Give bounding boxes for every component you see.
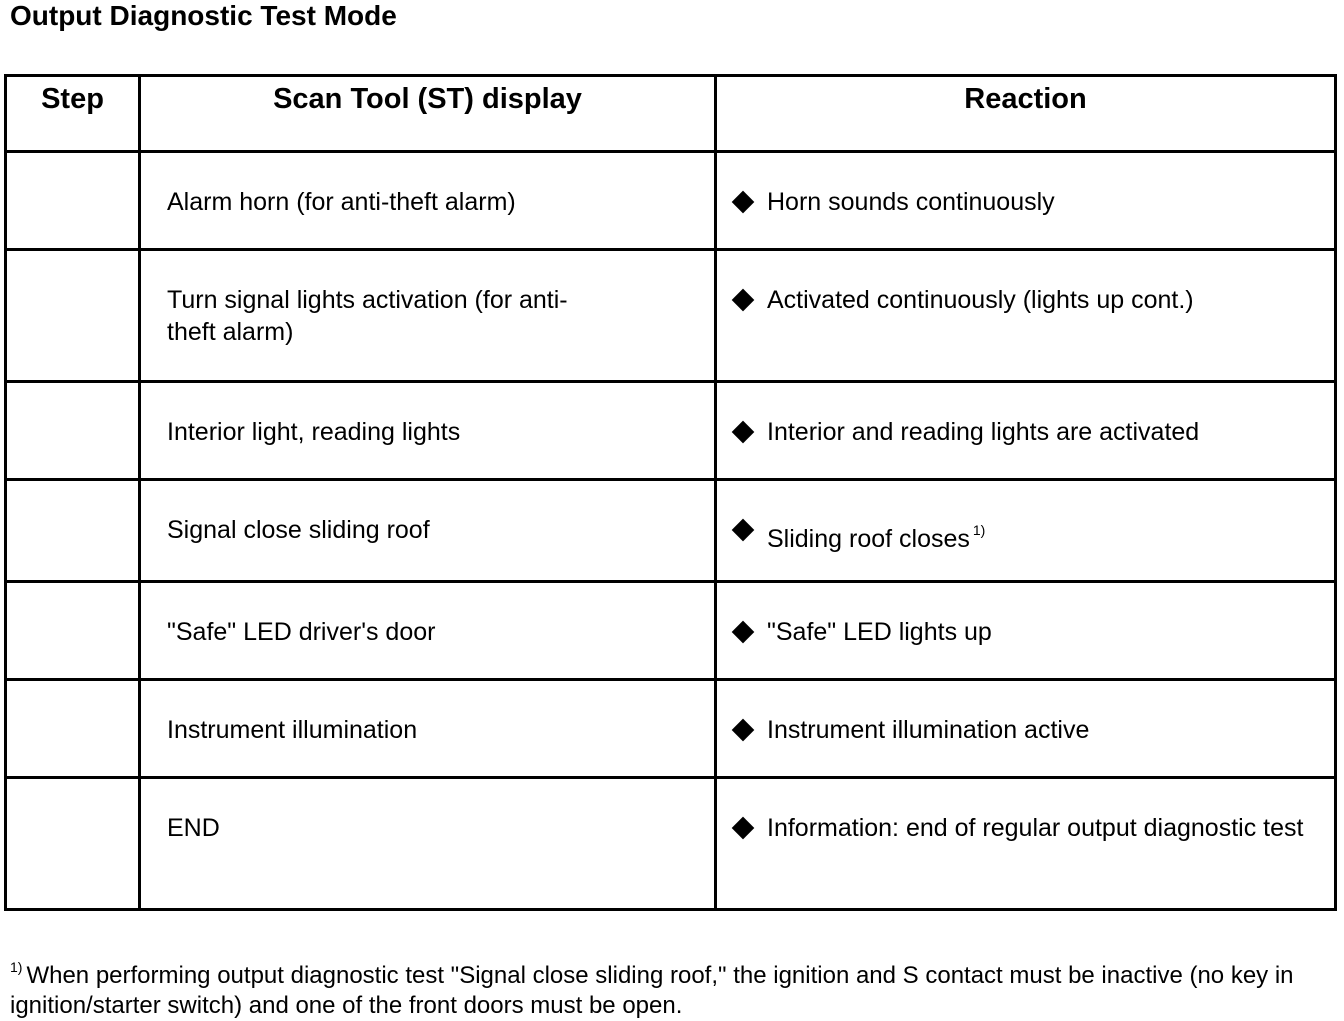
reaction-cell [716,152,1336,250]
diamond-bullet-icon [732,621,755,644]
reaction-text: Information: end of regular output diagnostic test [767,814,1304,842]
footnote [10,952,1310,1021]
diamond-bullet-icon [732,421,755,444]
diamond-bullet-icon [732,191,755,214]
step-cell [6,250,140,382]
step-cell [6,680,140,778]
reaction-cell [716,250,1336,382]
reaction-text: Interior and reading lights are activated [767,418,1200,446]
step-cell [6,778,140,910]
display-cell: Instrument illumination [140,680,716,778]
header-step: Step [6,76,140,152]
footnote-reference: 1) [972,522,986,538]
display-cell: Turn signal lights activation (for anti-theft alarm) [140,250,716,382]
header-reaction: Reaction [716,76,1336,152]
reaction-text: Instrument illumination active [767,716,1090,744]
reaction-cell [716,480,1336,582]
table-row [6,152,1336,250]
footnote-text: When performing output diagnostic test "Signal close sliding roof," the ignition and S contact must be inactive (no key in ignition/starter switch) and one of the front doors must be open. [10,962,1294,1019]
table-header-row [6,76,1336,152]
table-row [6,680,1336,778]
header-scan-tool-display: Scan Tool (ST) display [140,76,716,152]
reaction-text [767,514,1314,555]
table-row [6,480,1336,582]
step-cell [6,152,140,250]
reaction-cell [716,582,1336,680]
reaction-cell [716,382,1336,480]
step-cell [6,382,140,480]
display-cell: Signal close sliding roof [140,480,716,582]
reaction-text: "Safe" LED lights up [767,618,992,646]
table-row [6,582,1336,680]
diagnostic-table [4,74,1337,911]
step-cell [6,582,140,680]
table-row [6,250,1336,382]
footnote-mark: 1) [10,959,23,975]
step-cell [6,480,140,582]
diamond-bullet-icon [732,519,755,542]
page-title: Output Diagnostic Test Mode [10,0,397,31]
display-cell: Alarm horn (for anti-theft alarm) [140,152,716,250]
reaction-text: Horn sounds continuously [767,188,1055,216]
table-row [6,382,1336,480]
diamond-bullet-icon [732,289,755,312]
diamond-bullet-icon [732,719,755,742]
diamond-bullet-icon [732,817,755,840]
display-cell: "Safe" LED driver's door [140,582,716,680]
reaction-text: Activated continuously (lights up cont.) [767,286,1194,314]
reaction-text-main: Sliding roof closes [767,525,970,553]
reaction-cell [716,680,1336,778]
display-cell: END [140,778,716,910]
display-cell: Interior light, reading lights [140,382,716,480]
reaction-cell [716,778,1336,910]
table-row [6,778,1336,910]
